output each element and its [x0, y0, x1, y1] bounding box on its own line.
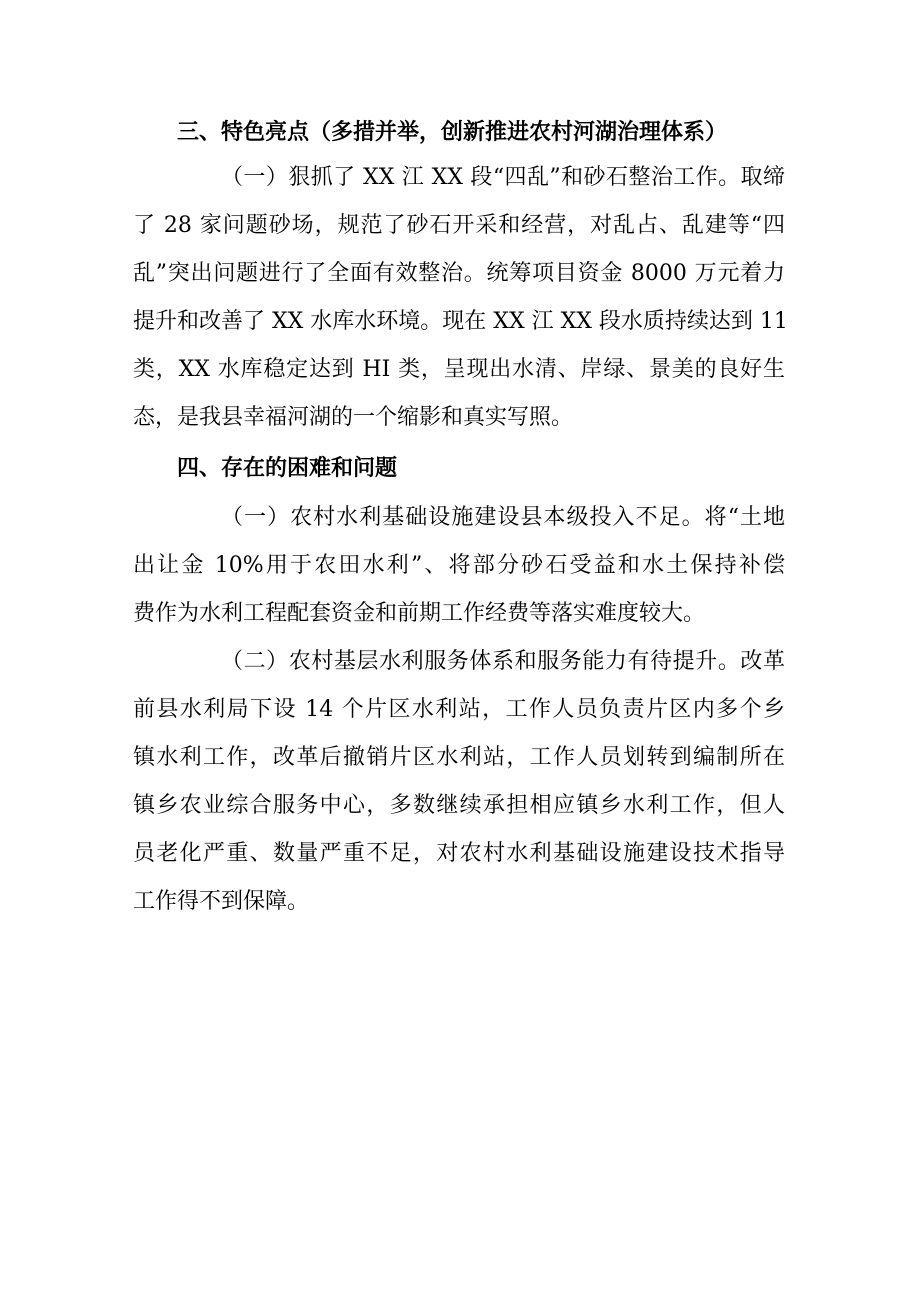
paragraph-line: （一）狠抓了 XX 江 XX 段“四乱”和砂石整治工作。取缔: [221, 165, 785, 190]
document-body: [133, 110, 788, 926]
section-3-heading: 三、特色亮点（多措并举，创新推进农村河湖治理体系）: [177, 119, 728, 145]
paragraph-line: 类，XX 水库稳定达到 HI 类，呈现出水清、岸绿、景美的良好生: [133, 357, 785, 382]
paragraph-line: （一）农村水利基础设施建设县本级投入不足。将“土地: [221, 505, 785, 530]
paragraph-line: 镇水利工作，改革后撤销片区水利站，工作人员划转到编制所在: [133, 745, 785, 770]
paragraph-line: 工作得不到保障。: [133, 889, 310, 914]
paragraph-line: 出让金 10%用于农田水利”、将部分砂石受益和水土保持补偿: [133, 553, 785, 578]
section-3-paragraph-1: [133, 154, 788, 442]
section-4-paragraph-2: [133, 638, 785, 926]
paragraph-line: （二）农村基层水利服务体系和服务能力有待提升。改革: [221, 649, 785, 674]
section-4-paragraph-1: [133, 494, 785, 638]
paragraph-line: 了 28 家问题砂场，规范了砂石开采和经营，对乱占、乱建等“四: [133, 213, 785, 238]
paragraph-line: 提升和改善了 XX 水库水环境。现在 XX 江 XX 段水质持续达到 11: [133, 309, 788, 334]
paragraph-line: 镇乡农业综合服务中心，多数继续承担相应镇乡水利工作，但人: [133, 793, 785, 818]
section-4-heading: 四、存在的困难和问题: [177, 455, 398, 481]
paragraph-line: 前县水利局下设 14 个片区水利站，工作人员负责片区内多个乡: [133, 697, 785, 722]
paragraph-line: 费作为水利工程配套资金和前期工作经费等落实难度较大。: [133, 601, 706, 626]
paragraph-line: 员老化严重、数量严重不足，对农村水利基础设施建设技术指导: [133, 841, 785, 866]
paragraph-line: 态，是我县幸福河湖的一个缩影和真实写照。: [133, 405, 574, 430]
paragraph-line: 乱”突出问题进行了全面有效整治。统筹项目资金 8000 万元着力: [133, 261, 785, 286]
